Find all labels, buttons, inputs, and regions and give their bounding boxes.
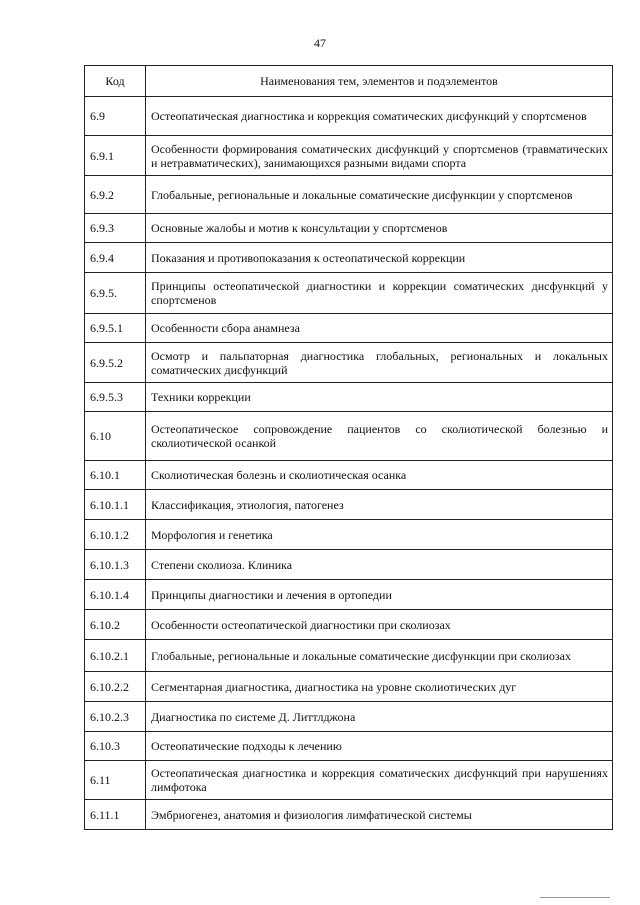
row-name: Принципы диагностики и лечения в ортопедии [146,580,613,610]
page-number: 47 [314,36,326,50]
row-code: 6.9.5.1 [85,314,146,343]
row-name: Диагностика по системе Д. Литтлджона [146,702,613,732]
table-row [85,383,613,412]
row-name: Степени сколиоза. Клиника [146,550,613,580]
row-name: Остеопатические подходы к лечению [146,732,613,761]
row-name: Остеопатическая диагностика и коррекция соматических дисфункций у спортсменов [146,97,613,136]
row-code: 6.10.1 [85,461,146,490]
row-code: 6.11.1 [85,800,146,830]
table-row [85,314,613,343]
row-name: Глобальные, региональные и локальные соматические дисфункции при сколиозах [146,640,613,672]
row-code: 6.9.5.3 [85,383,146,412]
table-row [85,732,613,761]
header-name: Наименования тем, элементов и подэлементов [146,66,613,97]
row-code: 6.10.2.3 [85,702,146,732]
table-row [85,610,613,640]
table-body [85,97,613,830]
row-name: Основные жалобы и мотив к консультации у спортсменов [146,214,613,243]
row-code: 6.9.5.2 [85,343,146,383]
row-name: Техники коррекции [146,383,613,412]
table-row [85,136,613,176]
row-code: 6.9.3 [85,214,146,243]
table-row [85,243,613,273]
row-name: Сегментарная диагностика, диагностика на уровне сколиотических дуг [146,672,613,702]
row-code: 6.9.5. [85,273,146,314]
table-row [85,461,613,490]
table-row [85,273,613,314]
table-row [85,550,613,580]
table-row [85,800,613,830]
table-row [85,520,613,550]
row-name: Сколиотическая болезнь и сколиотическая осанка [146,461,613,490]
row-code: 6.10.1.4 [85,580,146,610]
table-row [85,580,613,610]
table-row [85,97,613,136]
table-row [85,412,613,461]
row-code: 6.10.2.1 [85,640,146,672]
table-row [85,761,613,800]
row-name: Особенности формирования соматических дисфункций у спортсменов (травматических и нетравматических), занимающихся разными видами спорта [146,136,613,176]
row-name: Особенности сбора анамнеза [146,314,613,343]
row-code: 6.11 [85,761,146,800]
row-code: 6.10.1.3 [85,550,146,580]
row-name: Эмбриогенез, анатомия и физиология лимфатической системы [146,800,613,830]
row-code: 6.9.1 [85,136,146,176]
row-code: 6.10.1.2 [85,520,146,550]
row-name: Показания и противопоказания к остеопатической коррекции [146,243,613,273]
row-name: Остеопатическая диагностика и коррекция соматических дисфункций при нарушениях лимфотока [146,761,613,800]
table-row [85,343,613,383]
row-name: Особенности остеопатической диагностики при сколиозах [146,610,613,640]
row-name: Осмотр и пальпаторная диагностика глобальных, региональных и локальных соматических дисфункций [146,343,613,383]
table-header-row [85,66,613,97]
topics-table [84,65,613,830]
page-footer-rule [540,897,610,898]
row-code: 6.9.4 [85,243,146,273]
row-code: 6.10.2.2 [85,672,146,702]
row-name: Классификация, этиология, патогенез [146,490,613,520]
table-row [85,490,613,520]
header-code: Код [85,66,146,97]
table-row [85,214,613,243]
row-name: Глобальные, региональные и локальные соматические дисфункции у спортсменов [146,176,613,214]
row-name: Морфология и генетика [146,520,613,550]
row-code: 6.10 [85,412,146,461]
table-row [85,702,613,732]
row-code: 6.9.2 [85,176,146,214]
row-code: 6.10.2 [85,610,146,640]
table-row [85,672,613,702]
row-name: Принципы остеопатической диагностики и коррекции соматических дисфункций у спортсменов [146,273,613,314]
row-name: Остеопатическое сопровождение пациентов со сколиотической болезнью и сколиотической осанкой [146,412,613,461]
table-row [85,176,613,214]
row-code: 6.10.3 [85,732,146,761]
row-code: 6.10.1.1 [85,490,146,520]
row-code: 6.9 [85,97,146,136]
table-row [85,640,613,672]
